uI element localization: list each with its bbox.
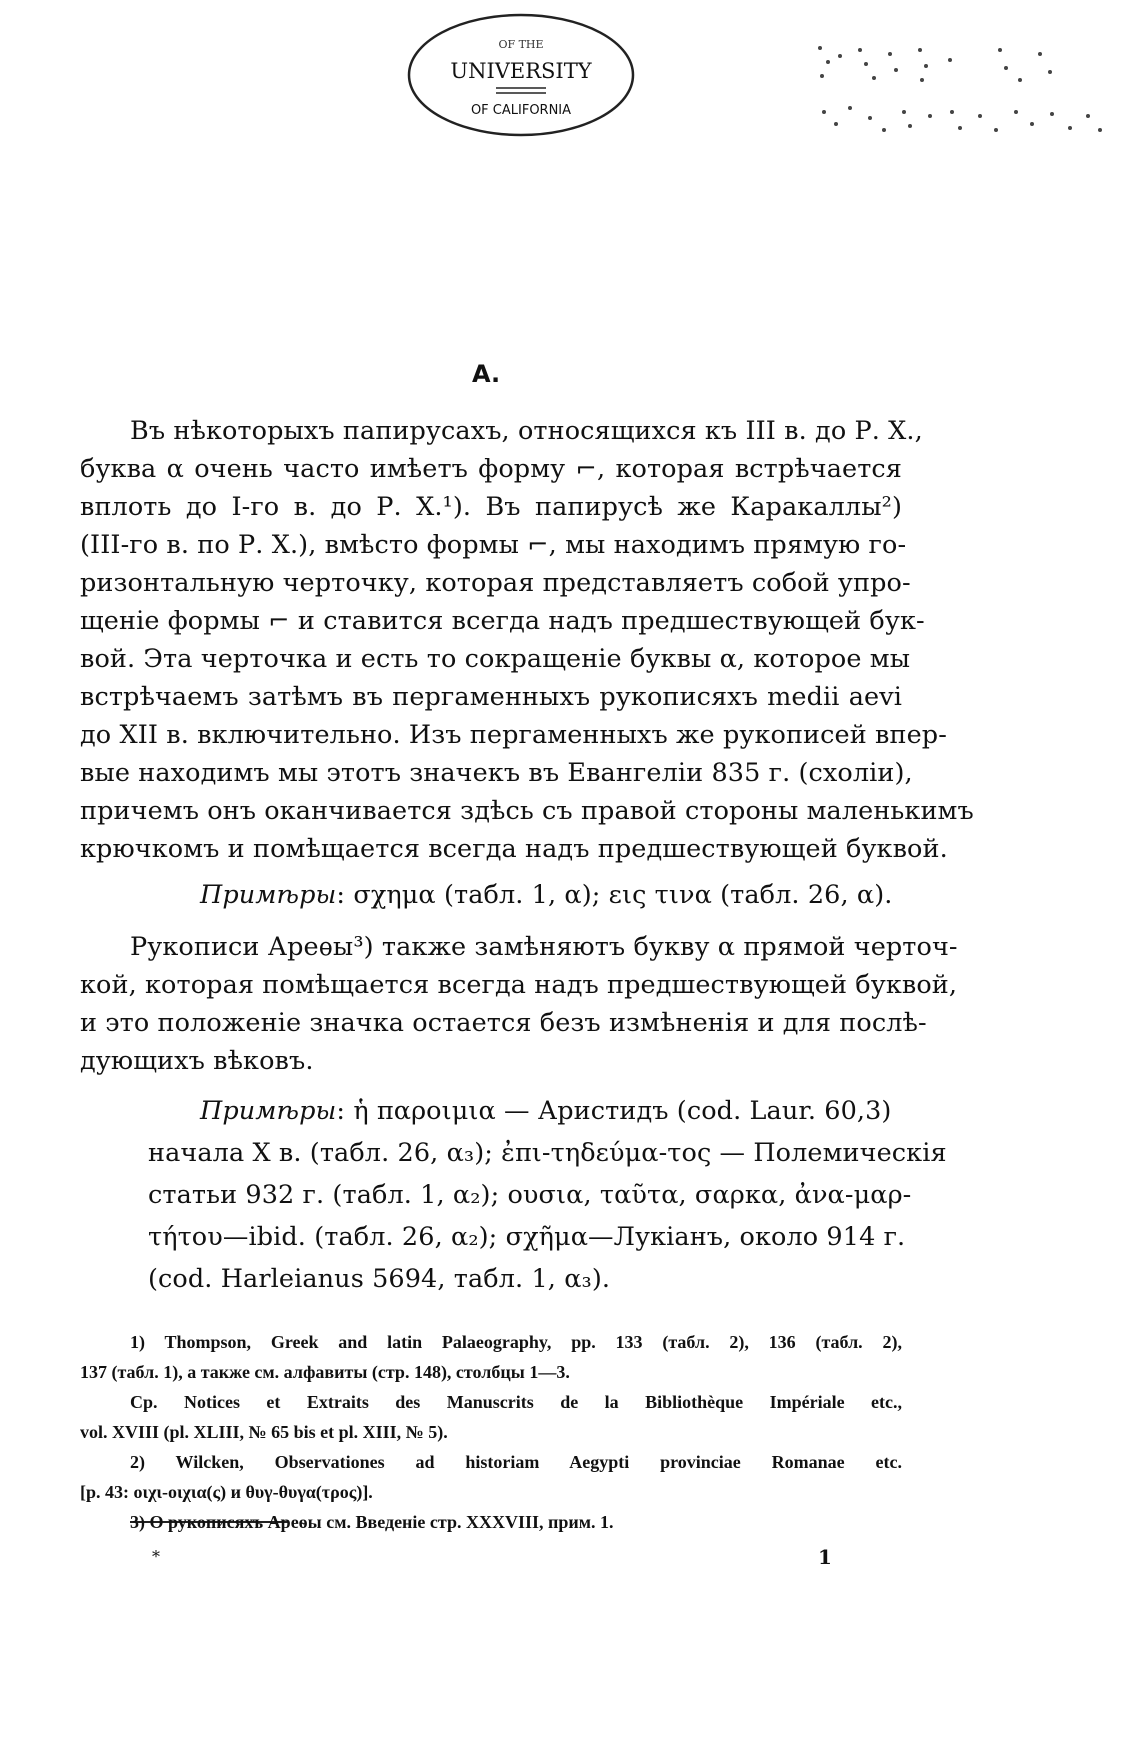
footnote-line: Ср. Notices et Extraits des Manuscrits de la Bibliothèque Impériale etc.,	[130, 1392, 902, 1412]
section-heading: A.	[472, 360, 501, 388]
footnote-line: 3) О рукописяхъ Ареѳы см. Введеніе стр. XXXVIII, прим. 1.	[130, 1512, 614, 1532]
text-line: встрѣчаемъ затѣмъ въ пергаменныхъ рукописяхъ medii aevi	[80, 682, 902, 712]
footnote-line: 137 (табл. 1), а также см. алфавиты (стр. 148), столбцы 1—3.	[80, 1362, 570, 1382]
examples-text: : σχημα (табл. 1, α); εις τινα (табл. 26, α).	[336, 880, 893, 910]
stamp-line-1: OF THE	[498, 38, 544, 51]
examples-text: : ἡ παροιμια — Аристидъ (cod. Laur. 60,3)	[336, 1096, 892, 1126]
stamp-line-3: OF CALIFORNIA	[470, 103, 572, 118]
footnote-line: [р. 43: οιχι-οιχια(ς) и θυγ-θυγα(τρος)].	[80, 1482, 373, 1502]
text-line: кой, которая помѣщается всегда надъ предшествующей буквой,	[80, 970, 958, 1000]
text-line: статьи 932 г. (табл. 1, α₂); ουσια, ταῦτα, σαρκα, ἀνα-μαρ-	[148, 1180, 912, 1210]
examples-label: Примѣры	[200, 880, 337, 910]
text-line: вые находимъ мы этотъ значекъ въ Евангеліи 835 г. (схоліи),	[80, 758, 913, 788]
examples-label: Примѣры	[200, 1096, 337, 1126]
stamp-line-2: UNIVERSITY	[450, 59, 592, 83]
text-line: крючкомъ и помѣщается всегда надъ предшествующей буквой.	[80, 834, 948, 864]
text-line: Въ нѣкоторыхъ папирусахъ, относящихся къ III в. до Р. Х.,	[130, 416, 923, 446]
text-line	[200, 1092, 900, 1130]
text-line: буква α очень часто имѣетъ форму ⌐, которая встрѣчается	[80, 454, 902, 484]
text-line: τήτου—ibid. (табл. 26, α₂); σχῆμα—Лукіанъ, около 914 г.	[148, 1222, 906, 1252]
text-line: (III-го в. по Р. Х.), вмѣсто формы ⌐, мы находимъ прямую го-	[80, 530, 907, 560]
text-line: начала X в. (табл. 26, α₃); ἐπι-τηδεύμα-τος — Полемическія	[148, 1138, 947, 1168]
examples-1	[200, 876, 900, 914]
text-line: вой. Эта черточка и есть то сокращеніе буквы α, которое мы	[80, 644, 911, 674]
text-line: Рукописи Ареѳы³) также замѣняютъ букву α прямой черточ-	[130, 932, 958, 962]
footnote-line: 2) Wilcken, Observationes ad historiam Aegypti provinciae Romanae etc.	[130, 1452, 902, 1472]
page-number: 1	[818, 1545, 832, 1569]
footnote-line: 1) Thompson, Greek and latin Palaeography, pp. 133 (табл. 2), 136 (табл. 2),	[130, 1332, 902, 1352]
perforated-stamp	[800, 20, 1110, 150]
university-stamp	[398, 6, 644, 144]
footnote-line: vol. XVIII (pl. XLIII, № 65 bis et pl. XIII, № 5).	[80, 1422, 448, 1442]
text-line: (cod. Harleianus 5694, табл. 1, α₃).	[148, 1264, 611, 1294]
text-line: дующихъ вѣковъ.	[80, 1046, 314, 1076]
text-line: до XII в. включительно. Изъ пергаменныхъ же рукописей впер-	[80, 720, 947, 750]
signature-mark: *	[152, 1547, 160, 1566]
text-line: и это положеніе значка остается безъ измѣненія и для послѣ-	[80, 1008, 927, 1038]
text-line: вплоть до I-го в. до Р. Х.¹). Въ папирусѣ же Каракаллы²)	[80, 492, 902, 522]
text-line: причемъ онъ оканчивается здѣсь съ правой стороны маленькимъ	[80, 796, 974, 826]
text-line: щеніе формы ⌐ и ставится всегда надъ предшествующей бук-	[80, 606, 925, 636]
text-line: ризонтальную черточку, которая представляетъ собой упро-	[80, 568, 911, 598]
